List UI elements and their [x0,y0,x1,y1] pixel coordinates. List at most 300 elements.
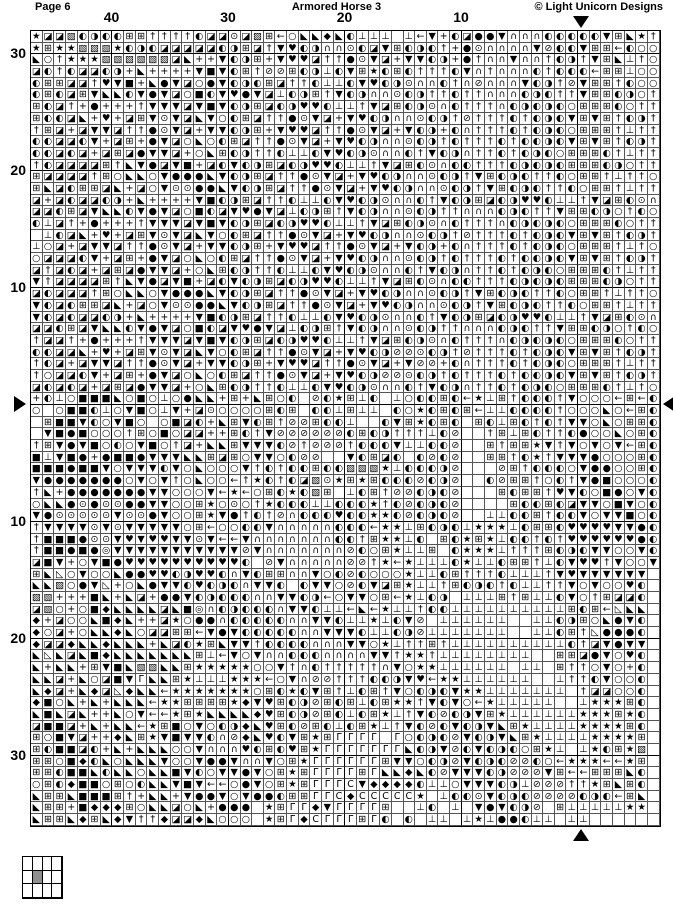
stitch-cell: † [485,428,497,440]
minimap-page-cell [52,857,62,871]
stitch-cell: ⊥ [357,276,369,288]
stitch-cell: ⊞ [473,195,485,207]
stitch-cell: ◐ [241,300,253,312]
stitch-cell: ◪ [194,428,204,440]
stitch-cell: ● [147,323,159,335]
stitch-cell: ⊥ [532,686,544,698]
stitch-cell: ★ [380,709,392,721]
stitch-cell: ♥ [299,241,311,253]
stitch-cell: † [275,195,287,207]
stitch-cell: ◐ [241,160,253,172]
stitch-cell: ■ [90,650,100,662]
stitch-cell: ⊥ [508,522,520,534]
stitch-cell: ◐ [438,148,450,160]
stitch-cell: ⊞ [287,791,299,803]
stitch-cell: ◐ [380,66,392,78]
stitch-cell: ◐ [415,499,427,511]
stitch-cell: ▼ [380,650,392,662]
stitch-cell: ○ [159,440,171,452]
stitch-cell: ▼ [217,510,229,522]
stitch-cell: ⊞ [43,89,55,101]
stitch-cell: ◐ [380,78,392,90]
stitch-cell: ◪ [55,673,65,685]
stitch-cell: ◪ [381,580,391,592]
stitch-cell: ⊙ [357,358,369,370]
stitch-cell: ⊥ [485,510,497,522]
stitch-cell: ◆ [404,779,416,791]
stitch-cell: Γ [322,779,334,791]
stitch-cell: ★ [590,744,602,756]
stitch-cell [473,499,485,511]
stitch-cell: ○ [613,463,625,475]
stitch-cell: ⊞ [601,370,613,382]
stitch-cell [648,615,660,627]
stitch-cell: ○ [566,288,578,300]
stitch-cell: ▼ [194,195,206,207]
stitch-cell: ▼ [194,335,206,347]
stitch-cell: ■ [183,779,193,790]
stitch-cell [404,452,416,464]
stitch-cell: ◆ [101,802,113,814]
stitch-cell: ○ [171,744,183,756]
stitch-cell: ◪ [66,708,76,720]
stitch-cell: ◐ [264,627,276,639]
stitch-cell: ◪ [590,685,600,697]
stitch-cell: ◐ [415,136,427,148]
stitch-cell: ◑ [427,125,439,137]
stitch-cell: ● [345,358,357,370]
stitch-cell: ◣ [182,452,194,464]
stitch-cell: ← [601,756,613,768]
stitch-cell: ● [462,43,474,55]
stitch-cell: ← [369,522,381,534]
stitch-cell: ◐ [89,744,101,756]
stitch-cell: ★ [578,721,590,733]
stitch-cell: ◐ [43,113,55,125]
stitch-cell: ○ [101,779,113,791]
stitch-cell: ⊞ [625,417,637,429]
stitch-cell: ◪ [253,229,262,241]
stitch-cell: ← [159,709,171,721]
stitch-cell: ◐ [543,393,555,405]
stitch-cell: ◑ [427,499,439,511]
stitch-cell [438,545,450,557]
stitch-cell: ▼ [147,463,159,475]
stitch-cell: † [264,370,276,382]
stitch-cell: † [264,253,276,265]
stitch-cell: ⊞ [217,148,229,160]
stitch-cell: ◪ [78,732,88,744]
stitch-cell: ⊥ [404,440,416,452]
stitch-cell: ♥ [310,160,322,172]
copyright-label: © Light Unicorn Designs [534,1,663,13]
stitch-cell: ◐ [322,335,334,347]
stitch-cell: ● [613,639,625,651]
stitch-cell: ○ [625,674,637,686]
stitch-cell: ▼ [89,580,101,592]
stitch-cell: ◪ [171,206,181,218]
stitch-cell: ♥ [555,487,567,499]
stitch-cell: ⊞ [636,417,648,429]
stitch-cell: ◣ [171,662,183,674]
stitch-cell: + [438,31,450,43]
stitch-cell: ∩ [485,323,497,335]
stitch-cell: ◐ [275,744,287,756]
stitch-cell: ⊞ [613,312,625,324]
stitch-cell: ★ [532,440,544,452]
stitch-cell: ◣ [78,639,90,651]
stitch-cell: Γ [310,767,322,779]
stitch-cell: ∩ [415,288,427,300]
stitch-cell: † [555,580,567,592]
stitch-cell: ▼ [590,113,602,125]
stitch-cell: ◐ [334,709,346,721]
stitch-cell: ▼ [566,253,578,265]
stitch-cell: ◪ [159,276,169,288]
stitch-cell: ◐ [648,545,660,557]
stitch-cell: ⊞ [43,125,55,137]
stitch-cell: ▼ [147,335,159,347]
stitch-cell: † [497,230,509,242]
stitch-cell: ▼ [555,569,567,581]
stitch-cell: ▼ [543,767,555,779]
stitch-cell: ★ [613,732,625,744]
stitch-cell [462,499,474,511]
stitch-cell: ∩ [334,650,346,662]
stitch-cell: + [78,721,90,733]
stitch-cell: ◐ [427,54,439,66]
stitch-cell: ▼ [485,300,497,312]
stitch-cell: ▼ [252,767,264,779]
stitch-cell: ⊞ [508,721,520,733]
stitch-cell: ⊞ [590,358,602,370]
stitch-cell: ◪ [253,112,262,124]
stitch-cell: ⊞ [566,206,578,218]
stitch-cell: † [613,148,625,160]
stitch-cell: ▼ [159,756,171,768]
stitch-cell: ◐ [415,487,427,499]
stitch-cell: ○ [369,545,381,557]
stitch-cell: † [543,54,555,66]
stitch-cell: ▼ [101,241,113,253]
stitch-cell [299,405,311,417]
stitch-cell: ◐ [648,440,660,452]
stitch-cell: ⊞ [310,417,322,429]
stitch-cell: ● [147,370,159,382]
stitch-cell: ◐ [43,101,55,113]
stitch-cell: ★ [601,697,613,709]
stitch-cell: ◐ [520,452,532,464]
stitch-cell: ◐ [275,639,287,651]
stitch-cell: ⊞ [497,393,509,405]
stitch-cell: ◪ [101,264,111,276]
stitch-cell: ⊥ [543,615,555,627]
stitch-cell: ◆ [369,779,381,791]
stitch-cell: ▼ [159,148,171,160]
stitch-cell: † [601,288,613,300]
stitch-cell: ◐ [497,312,509,324]
stitch-cell: ∩ [392,253,404,265]
minimap-page-cell [43,857,53,871]
stitch-cell: ⊥ [485,650,497,662]
stitch-cell: ○ [241,499,253,511]
stitch-cell: † [275,113,287,125]
stitch-cell: ◣ [194,802,206,814]
stitch-cell: Γ [322,791,334,803]
stitch-cell: ◣ [112,650,124,662]
stitch-cell: ◆ [89,686,101,698]
stitch-cell: + [89,452,101,464]
stitch-cell: ○ [648,43,660,55]
stitch-cell: † [31,440,43,452]
stitch-cell: ∩ [217,744,229,756]
stitch-cell: ◐ [78,136,90,148]
stitch-cell: ◐ [473,756,485,768]
stitch-cell [415,814,427,826]
stitch-cell: ⊞ [532,744,544,756]
stitch-cell: † [532,417,544,429]
stitch-cell: ◐ [601,148,613,160]
stitch-cell: ▧ [311,475,321,487]
stitch-cell: ◐ [229,580,241,592]
stitch-cell: ◐ [334,615,346,627]
stitch-cell: ⊥ [345,417,357,429]
stitch-cell: ← [427,674,439,686]
stitch-cell: ◑ [112,66,124,78]
stitch-cell: ○ [147,428,159,440]
stitch-cell: ◐ [462,744,474,756]
stitch-cell: ▼ [555,452,567,464]
stitch-cell: ◪ [78,241,88,253]
stitch-cell: ◐ [392,405,404,417]
stitch-cell: ▼ [229,650,241,662]
stitch-cell: ◑ [508,791,520,803]
stitch-cell: ◑ [310,206,322,218]
stitch-cell: ■ [136,405,146,416]
page-title: Armored Horse 3 [291,1,382,13]
stitch-cell: ⊞ [252,358,264,370]
stitch-cell: ■ [602,475,612,487]
stitch-cell: ○ [252,487,264,499]
stitch-cell: ⊥ [532,592,544,604]
stitch-cell: ◐ [415,779,427,791]
stitch-cell: † [532,545,544,557]
stitch-cell: ⊞ [520,475,532,487]
stitch-cell: ◐ [322,195,334,207]
stitch-cell: ▼ [54,440,66,452]
stitch-cell: ◑ [229,43,241,55]
stitch-cell: ⊥ [369,31,381,43]
row-number-label: 20 [10,162,26,179]
stitch-cell: ♥ [310,101,322,113]
stitch-cell: ▼ [182,534,194,546]
stitch-cell: ♥ [310,218,322,230]
stitch-cell: + [101,335,113,347]
stitch-cell: ■ [613,498,623,510]
stitch-cell: ◣ [89,639,101,651]
stitch-cell: + [89,709,101,721]
stitch-cell: ◐ [66,195,78,207]
stitch-cell: ⊞ [625,393,637,405]
stitch-cell: † [613,241,625,253]
stitch-cell: ∩ [508,89,520,101]
stitch-cell: ● [275,370,287,382]
stitch-cell: ▼ [136,276,148,288]
stitch-cell: ◐ [217,604,229,616]
stitch-cell: ◐ [31,78,43,90]
stitch-cell: ⊙ [89,510,101,522]
stitch-cell: ♥ [287,125,299,137]
stitch-cell: ◐ [217,43,229,55]
stitch-cell: ▼ [450,686,462,698]
stitch-cell: ▼ [78,440,90,452]
stitch-cell: ◐ [508,802,520,814]
stitch-cell: ∩ [275,545,287,557]
stitch-cell: ⊥ [404,31,416,43]
stitch-cell: ◐ [450,253,462,265]
stitch-cell: + [124,66,136,78]
stitch-cell: ∩ [275,604,287,616]
stitch-cell: † [473,54,485,66]
stitch-cell: + [124,335,136,347]
stitch-cell: † [497,113,509,125]
stitch-cell: ◣ [194,370,206,382]
stitch-cell: ∩ [310,627,322,639]
stitch-cell: ▼ [241,534,253,546]
stitch-cell: ◐ [78,253,90,265]
stitch-cell: ▼ [206,545,218,557]
stitch-cell: ◐ [497,253,509,265]
stitch-cell: ○ [648,241,660,253]
stitch-cell: ⊘ [497,475,509,487]
stitch-cell: ⊥ [438,650,450,662]
stitch-cell: ○ [404,662,416,674]
stitch-cell: ◐ [497,557,509,569]
stitch-cell: ◑ [287,101,299,113]
stitch-cell: ◪ [55,182,65,194]
stitch-cell: ⊞ [590,125,602,137]
stitch-cell: † [648,265,660,277]
stitch-cell: † [625,206,637,218]
stitch-cell: ● [601,627,613,639]
stitch-cell: ⊥ [485,627,497,639]
stitch-cell: ◣ [101,814,113,826]
stitch-cell: ⊙ [380,195,392,207]
stitch-cell: ○ [229,791,241,803]
stitch-cell: ⊥ [438,814,450,826]
stitch-cell: ▼ [217,767,229,779]
stitch-cell: † [124,358,136,370]
stitch-cell: ◪ [55,627,65,639]
stitch-cell: ■ [90,790,100,802]
stitch-cell: ◪ [113,369,123,381]
stitch-cell: ▼ [345,113,357,125]
stitch-cell: ◐ [217,195,229,207]
stitch-cell: ◐ [229,125,241,137]
stitch-cell: † [136,358,148,370]
stitch-cell: ◑ [310,43,322,55]
stitch-cell: † [322,125,334,137]
stitch-cell: † [43,265,55,277]
stitch-cell: ◐ [369,347,381,359]
stitch-cell [287,580,299,592]
stitch-cell: ● [147,358,159,370]
stitch-cell: + [334,230,346,242]
stitch-cell: ◪ [253,42,262,54]
stitch-cell [648,721,660,733]
stitch-cell: ⊞ [31,744,43,756]
stitch-cell: ▼ [171,218,183,230]
stitch-cell: ⊥ [485,405,497,417]
stitch-cell: ⊥ [345,335,357,347]
stitch-cell: † [438,370,450,382]
stitch-cell: ◑ [543,370,555,382]
stitch-cell: ◣ [89,721,101,733]
stitch-cell: ◐ [450,534,462,546]
stitch-cell: ◣ [206,265,218,277]
stitch-cell: † [369,160,381,172]
stitch-cell: + [206,54,218,66]
stitch-cell: ▼ [566,580,578,592]
stitch-cell: ▼ [404,358,416,370]
stitch-cell: † [648,276,660,288]
stitch-cell: ◪ [276,323,286,335]
stitch-cell: ◐ [497,288,509,300]
stitch-cell: ■ [90,603,100,615]
stitch-cell: ⊞ [229,440,241,452]
stitch-cell: ♥ [241,206,253,218]
stitch-cell: ▼ [427,697,439,709]
stitch-cell: ◆ [101,639,113,651]
stitch-cell: ○ [89,569,101,581]
stitch-cell: ⊞ [194,650,206,662]
stitch-cell: † [31,370,43,382]
stitch-cell: ∩ [264,534,276,546]
stitch-cell: ◐ [380,674,392,686]
stitch-cell: ◐ [322,510,334,522]
stitch-cell: ◣ [43,183,55,195]
stitch-cell: ◑ [543,358,555,370]
stitch-cell: ▼ [147,487,159,499]
stitch-cell: ● [287,347,299,359]
stitch-cell: ○ [613,686,625,698]
minimap-page-cell [33,857,43,871]
stitch-cell: + [438,241,450,253]
stitch-cell: ▼ [171,335,183,347]
stitch-cell: ◐ [450,160,462,172]
stitch-cell: ◑ [438,756,450,768]
stitch-cell: † [275,171,287,183]
stitch-cell: ▼ [625,569,637,581]
stitch-cell: ◆ [241,732,253,744]
stitch-cell: ◣ [112,89,124,101]
stitch-cell: ◐ [275,218,287,230]
stitch-cell: ◪ [31,288,41,300]
stitch-cell: ■ [43,463,53,475]
stitch-cell: ◐ [613,218,625,230]
stitch-cell: ◑ [566,615,578,627]
stitch-cell: † [124,241,136,253]
stitch-cell: ◐ [322,721,334,733]
stitch-cell: ◑ [520,218,532,230]
stitch-cell: ◣ [252,393,264,405]
stitch-cell: ◐ [334,160,346,172]
stitch-cell: ◐ [532,160,544,172]
stitch-cell: ◪ [183,428,193,440]
stitch-cell: ◐ [54,779,66,791]
stitch-cell: † [334,125,346,137]
stitch-cell: ♥ [578,557,590,569]
